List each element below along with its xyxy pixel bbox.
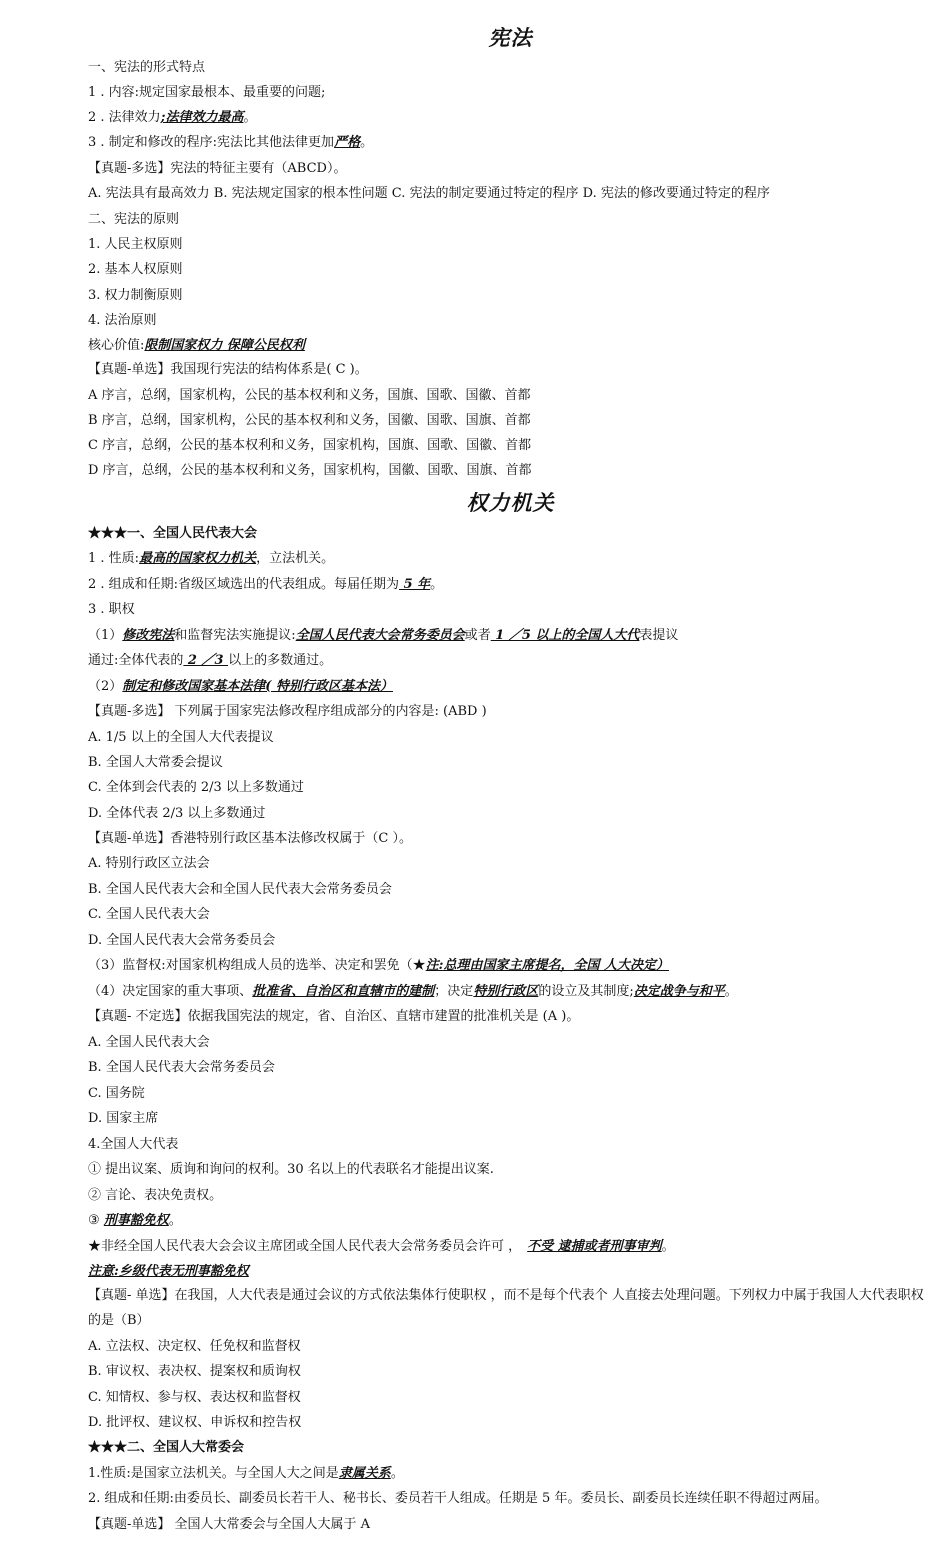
list-item: ③ 刑事豁免权。 [88,1213,182,1228]
exam-question: 【真题-单选】 全国人大常委会与全国人大属于 A [88,1517,371,1532]
emphasis-text: 刑事豁免权 [103,1213,169,1228]
heading-npcsc: ★★★二、全国人大常委会 [88,1440,245,1455]
emphasis-text: 限制国家权力 保障公民权利 [144,338,305,353]
emphasis-text: 最高的国家权力机关 [139,551,257,566]
question-option: D 序言，总纲，公民的基本权利和义务，国家机构，国徽、国歌、国旗、首都 [88,463,532,478]
emphasis-text: 5 年 [399,577,431,592]
list-item: 2. 基本人权原则 [88,262,183,277]
question-option: B. 审议权、表决权、提案权和质询权 [88,1364,301,1379]
emphasis-text: ;法律效力最高 [160,110,244,125]
question-option: C 序言，总纲，公民的基本权利和义务，国家机构，国旗、国歌、国徽、首都 [88,438,532,453]
duty-item: （3）监督权:对国家机构组成人员的选举、决定和罢免（★注:总理由国家主席提名，全国 人大决定） [88,958,669,973]
duty-item: 通过:全体代表的 2 ／3 以上的多数通过。 [88,653,333,668]
list-item: 1.性质:是国家立法机关。与全国人大之间是隶属关系。 [88,1466,404,1481]
exam-question: 【真题-多选】 下列属于国家宪法修改程序组成部分的内容是: (ABD ) [88,704,487,719]
section-title-constitution: 宪法 [488,26,533,50]
question-option: D. 全国人民代表大会常务委员会 [88,933,276,948]
list-item: 3 . 职权 [88,602,135,617]
question-option: A. 特别行政区立法会 [88,856,210,871]
emphasis-text: 隶属关系 [338,1466,391,1481]
list-item: 2 . 组成和任期:省级区域选出的代表组成。每届任期为 5 年。 [88,577,444,592]
question-option: A. 1/5 以上的全国人大代表提议 [88,730,274,745]
list-item: 1 . 内容:规定国家最根本、最重要的问题; [88,85,326,100]
emphasis-text: 决定战争与和平 [633,984,725,999]
question-option: B. 全国人大常委会提议 [88,755,223,770]
exam-question: 【真题- 单选】在我国，人大代表是通过会议的方式依法集体行使职权 ，而不是每个代表个 人直接去处理问题。下列权力中属于我国人大代表职权的是（B） [88,1288,924,1328]
exam-question: 【真题- 不定选】依据我国宪法的规定，省、自治区、直辖市建置的批准机关是 (A )。 [88,1009,580,1024]
heading-form-features: 一、宪法的形式特点 [88,60,206,75]
exam-question: 【真题-单选】香港特别行政区基本法修改权属于（C ）。 [88,831,412,846]
list-item: 3 . 制定和修改的程序:宪法比其他法律更加严格。 [88,135,374,150]
note-text [88,1263,249,1280]
emphasis-text: 注意:乡级代表无刑事豁免权 [88,1264,249,1279]
exam-question: 【真题-多选】宪法的特征主要有（ABCD）。 [88,161,347,176]
list-item: ★非经全国人民代表大会会议主席团或全国人民代表大会常务委员会许可 ， 不受 逮捕或者刑事审判。 [88,1239,675,1254]
question-options: A. 宪法具有最高效力 B. 宪法规定国家的根本性问题 C. 宪法的制定要通过特定的程序 D. 宪法的修改要通过特定的程序 [88,186,770,201]
list-item: 2 . 法律效力;法律效力最高。 [88,110,257,125]
question-option: C. 全国人民代表大会 [88,907,210,922]
emphasis-text: 注:总理由国家主席提名，全国 人大决定） [425,958,669,973]
question-option: C. 国务院 [88,1086,145,1101]
emphasis-text: 制定和修改国家基本法律( 特别行政区基本法） [122,679,393,694]
emphasis-text: 批准省、自治区和直辖市的建制 [252,984,435,999]
emphasis-text: 全国人民代表大会常务委员会 [295,628,465,643]
section-title-power-organ: 权力机关 [466,491,555,515]
exam-question: 【真题-单选】我国现行宪法的结构体系是( C )。 [88,362,368,377]
question-option: D. 批评权、建议权、申诉权和控告权 [88,1415,302,1430]
list-item: 4. 法治原则 [88,313,157,328]
emphasis-text: 特别行政区 [473,984,539,999]
question-option: D. 全体代表 2/3 以上多数通过 [88,806,266,821]
list-item: 1. 人民主权原则 [88,237,183,252]
question-option: A 序言，总纲，国家机构，公民的基本权利和义务，国旗、国歌、国徽、首都 [88,388,531,403]
question-option: B 序言，总纲，国家机构，公民的基本权利和义务，国徽、国歌、国旗、首都 [88,413,531,428]
list-item: 3. 权力制衡原则 [88,288,183,303]
heading-npc-deputies: 4.全国人大代表 [88,1137,179,1152]
question-option: A. 立法权、决定权、任免权和监督权 [88,1339,301,1354]
question-option: C. 知情权、参与权、表达权和监督权 [88,1390,301,1405]
question-option: A. 全国人民代表大会 [88,1035,210,1050]
duty-item: （1）修改宪法和监督宪法实施提议:全国人民代表大会常务委员会或者 1 ／5 以上的全国人大代表提议 [88,628,679,643]
duty-item: （2）制定和修改国家基本法律( 特别行政区基本法） [88,679,393,694]
list-item: 1 . 性质:最高的国家权力机关，立法机关。 [88,551,335,566]
heading-npc: ★★★一、全国人民代表大会 [88,526,258,541]
question-option: B. 全国人民代表大会常务委员会 [88,1060,275,1075]
heading-principles: 二、宪法的原则 [88,212,180,227]
question-option: D. 国家主席 [88,1111,159,1126]
emphasis-text: 2 ／3 [183,653,229,668]
question-option: C. 全体到会代表的 2/3 以上多数通过 [88,780,304,795]
core-value-line: 核心价值:限制国家权力 保障公民权利 [88,338,305,353]
question-option: B. 全国人民代表大会和全国人民代表大会常务委员会 [88,882,392,897]
emphasis-text: 严格 [334,135,361,150]
emphasis-text: 不受 逮捕或者刑事审判 [527,1239,662,1254]
duty-item: （4）决定国家的重大事项、批准省、自治区和直辖市的建制；决定特别行政区的设立及其制度;决定战争与和平。 [88,984,738,999]
list-item: ① 提出议案、质询和询问的权利。30 名以上的代表联名才能提出议案. [88,1162,494,1177]
list-item: ② 言论、表决免责权。 [88,1188,223,1203]
emphasis-text: 修改宪法 [122,628,175,643]
emphasis-text: 1 ／5 以上的全国人大代 [490,628,640,643]
list-item: 2. 组成和任期:由委员长、副委员长若干人、秘书长、委员若干人组成。任期是 5 年。委员长、副委员长连续任职不得超过两届。 [88,1491,828,1506]
